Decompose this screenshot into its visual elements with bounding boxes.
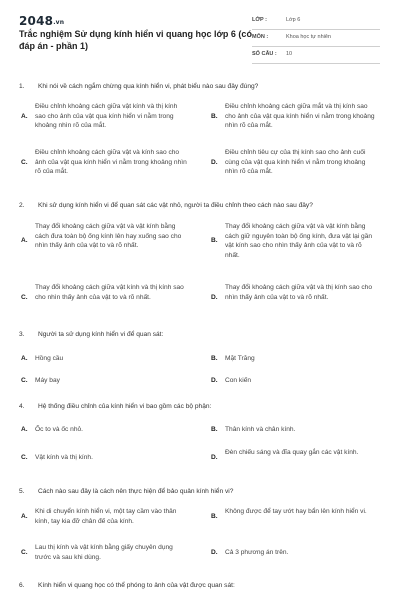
option-letter: D. [211, 294, 218, 301]
meta-key: MÔN : [252, 34, 269, 40]
question-text: Khi sử dụng kính hiển vi để quan sát các vật nhỏ, người ta điều chỉnh theo cách nào sau đây? [38, 202, 313, 209]
meta-value: Khoa học tự nhiên [286, 34, 331, 40]
document-title: Trắc nghiệm Sử dụng kính hiển vi quang học lớp 6 (có đáp án - phần 1) [19, 29, 252, 51]
brand-name: 2048 [19, 14, 54, 28]
option-letter: A. [21, 355, 28, 362]
document-meta-table [252, 13, 380, 64]
brand-tld: .vn [53, 19, 65, 26]
option-text: Thay đổi khoảng cách giữa vật kính và thị kính sao cho nhìn thấy ảnh của vật to và rõ nhất. [35, 284, 184, 301]
option-letter: A. [21, 113, 28, 120]
option-text: Thân kính và chân kính. [225, 426, 296, 433]
option-letter: B. [211, 426, 218, 433]
question-text: Kính hiển vi quang học có thể phóng to ảnh của vật được quan sát: [38, 582, 235, 589]
option-text: Khi di chuyển kính hiển vi, một tay cầm vào thân kính, tay kia đỡ chân đế của kính. [35, 508, 177, 525]
option-letter: C. [21, 294, 28, 301]
question-text: Khi nói về cách ngắm chừng qua kính hiển vi, phát biểu nào sau đây đúng? [38, 83, 259, 90]
option-text: Mặt Trăng [225, 355, 255, 362]
meta-value: 10 [286, 51, 293, 57]
option-text: Không được để tay ướt hay bẩn lên kính hiển vi. [225, 508, 367, 515]
option-letter: D. [211, 159, 218, 166]
option-text: Con kiến [225, 377, 252, 384]
option-text: Cả 3 phương án trên. [225, 549, 289, 556]
option-letter: C. [21, 454, 28, 461]
question-number: 2. [19, 202, 25, 209]
option-text: Lau thị kính và vật kính bằng giấy chuyên dụng trước và sau khi dùng. [35, 544, 173, 561]
option-letter: D. [211, 377, 218, 384]
meta-key: SỐ CÂU : [252, 51, 277, 57]
option-letter: B. [211, 113, 218, 120]
question-number: 4. [19, 403, 25, 410]
option-letter: C. [21, 549, 28, 556]
option-letter: B. [211, 237, 218, 244]
meta-row-subject [252, 30, 380, 47]
option-text: Đèn chiếu sáng và đĩa quay gắn các vật kính. [225, 449, 359, 456]
option-letter: B. [211, 355, 218, 362]
option-letter: B. [211, 513, 218, 520]
option-text: Điều chỉnh khoảng cách giữa vật kính và thị kính sao cho ảnh của vật qua kính hiển vi nằm trong khoảng nhìn rõ của mắt. [35, 103, 178, 130]
option-text: Thay đổi khoảng cách giữa vật và vật kính bằng cách đưa toàn bộ ống kính lên hay xuống sao cho nhìn thấy ảnh của vật to và rõ nhất. [35, 223, 182, 250]
site-logo[interactable] [19, 14, 64, 28]
option-text: Điều chỉnh khoảng cách giữa mắt và thị kính sao cho ảnh của vật qua kính hiển vi nằm trong khoảng nhìn rõ của mắt. [225, 103, 375, 130]
question-number: 1. [19, 83, 25, 90]
option-text: Điều chỉnh khoảng cách giữa vật và kính sao cho ảnh của vật qua kính hiển vi nằm trong khoảng nhìn rõ của mắt. [35, 149, 187, 176]
option-letter: A. [21, 237, 28, 244]
question-text: Người ta sử dụng kính hiển vi để quan sát: [38, 331, 164, 338]
question-number: 3. [19, 331, 25, 338]
option-letter: C. [21, 377, 28, 384]
question-text: Hệ thống điều chỉnh của kính hiển vi bao gồm các bộ phận: [38, 403, 212, 410]
option-letter: A. [21, 513, 28, 520]
meta-row-question-count [252, 47, 380, 64]
option-text: Thay đổi khoảng cách giữa vật và vật kính bằng cách giữ nguyên toàn bộ ống kính, đưa vật lại gần vật kính sao cho nhìn thấy ảnh của vật to và rõ nhất. [225, 223, 373, 259]
question-number: 5. [19, 488, 25, 495]
question-text: Cách nào sau đây là cách nên thực hiện để bảo quản kính hiển vi? [38, 488, 234, 495]
option-text: Máy bay [35, 377, 60, 384]
question-number: 6. [19, 582, 25, 589]
option-letter: C. [21, 159, 28, 166]
option-text: Vật kính và thị kính. [35, 454, 93, 461]
meta-key: LỚP : [252, 17, 267, 23]
meta-value: Lớp 6 [286, 17, 301, 23]
option-letter: D. [211, 549, 218, 556]
option-text: Điều chỉnh tiêu cự của thị kính sao cho ảnh cuối cùng của vật qua kính hiển vi nằm trong khoảng nhìn rõ của mắt. [225, 149, 366, 176]
option-text: Ốc to và ốc nhỏ. [35, 426, 84, 433]
document-header [0, 0, 400, 62]
option-text: Thay đổi khoảng cách giữa vật và thị kính sao cho nhìn thấy ảnh của vật to và rõ nhất. [225, 284, 373, 301]
option-letter: A. [21, 426, 28, 433]
option-letter: D. [211, 454, 218, 461]
option-text: Hồng cầu [35, 355, 64, 362]
meta-row-class [252, 13, 380, 30]
